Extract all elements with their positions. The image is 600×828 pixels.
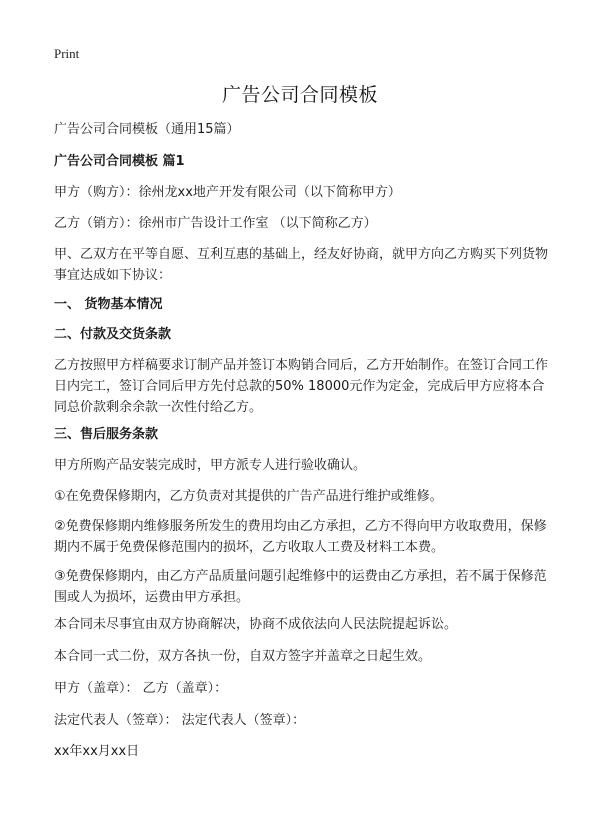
after-sales-item-2: ②免费保修期内维修服务所发生的费用均由乙方承担，乙方不得向甲方收取费用，保修期内不属于免费保修范围内的损坏，乙方收取人工费及材料工本费。 [54,519,547,555]
party-b: 乙方（销方）：徐州市广告设计工作室 （以下简称乙方） [54,216,377,231]
party-a: 甲方（购方）：徐州龙xx地产开发有限公司（以下简称甲方） [54,185,401,200]
acceptance-paragraph: 甲方所购产品安装完成时，甲方派专人进行验收确认。 [54,458,367,473]
heading-after-sales: 三、售后服务条款 [54,427,159,442]
section-title: 广告公司合同模板 篇1 [54,154,185,169]
subtitle: 广告公司合同模板（通用15篇） [54,122,240,137]
after-sales-item-3: ③免费保修期内，由乙方产品质量问题引起维修中的运费由乙方承担，若不属于保修范围或人为损坏，运费由甲方承担。 [54,569,547,605]
representative-line: 法定代表人（签章）： 法定代表人（签章）： [54,713,306,728]
intro-paragraph: 甲、乙双方在平等自愿、互利互惠的基础上，经友好协商，就甲方向乙方购买下列货物事宜达成如下协议： [54,247,549,283]
seal-line: 甲方（盖章）： 乙方（盖章）： [54,681,228,696]
payment-paragraph: 乙方按照甲方样稿要求订制产品并签订本购销合同后，乙方开始制作。在签订合同工作日内完工，签订合同后甲方先付总款的50% 18000元作为定金，完成后甲方应将本合同总价款剩余余款一次性付给乙方。 [54,358,549,415]
dispute-paragraph: 本合同未尽事宜由双方协商解决，协商不成依法向人民法院提起诉讼。 [54,617,458,632]
heading-payment: 二、付款及交货条款 [54,327,172,342]
after-sales-item-1: ①在免费保修期内，乙方负责对其提供的广告产品进行维护或维修。 [54,489,443,504]
copies-paragraph: 本合同一式二份，双方各执一份，自双方签字并盖章之日起生效。 [54,649,432,664]
heading-goods: 一、 货物基本情况 [54,297,163,312]
page-title: 广告公司合同模板 [221,84,378,106]
print-link[interactable]: Print [54,46,80,61]
date-line: xx年xx月xx日 [54,744,140,759]
